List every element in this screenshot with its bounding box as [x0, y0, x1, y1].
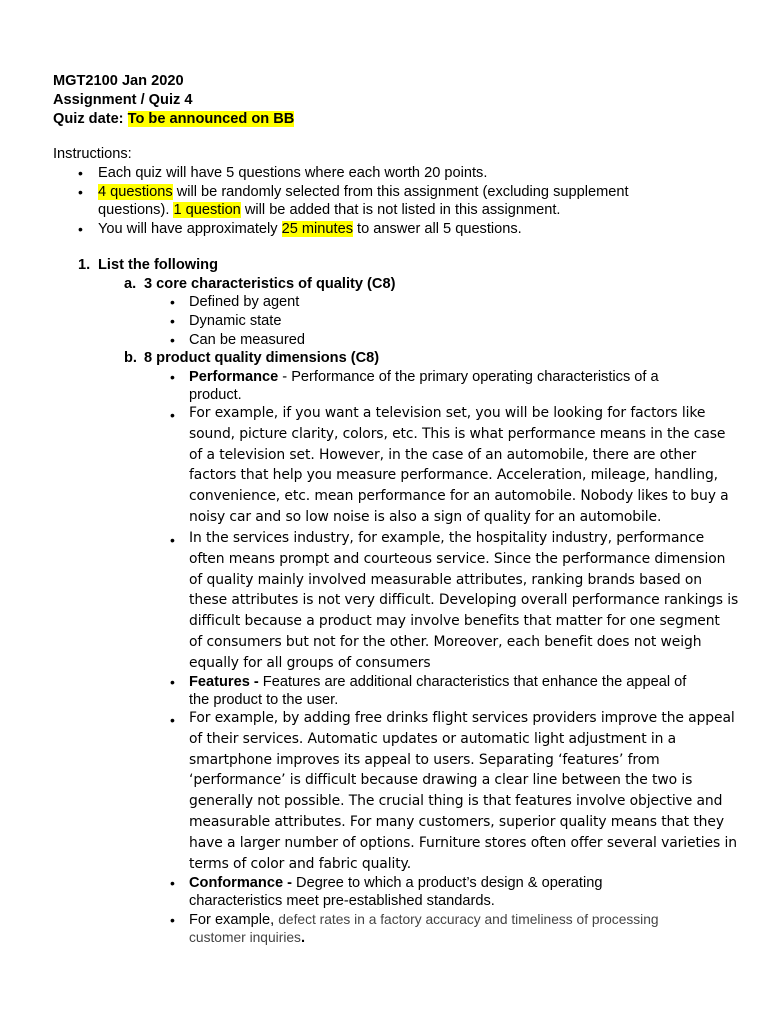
bullet-icon: •: [170, 674, 175, 690]
conformance-example-continued: [189, 929, 305, 947]
bullet-icon: •: [170, 912, 175, 928]
paragraph-line: measurable attributes. For many customers, superior quality means that they: [189, 813, 724, 830]
dimension-term: Features -: [189, 674, 259, 690]
paragraph-line: terms of color and fabric quality.: [189, 855, 412, 872]
instruction-text: to answer all 5 questions.: [353, 221, 522, 237]
highlight-text: 1 question: [173, 202, 241, 218]
instructions-title: Instructions:: [53, 146, 132, 162]
instruction-text: will be randomly selected from this assignment (excluding supplement: [172, 184, 629, 200]
bullet-icon: •: [78, 165, 83, 181]
paragraph-line: have a larger number of options. Furniture stores often offer several varieties in: [189, 834, 737, 851]
features-definition: [189, 673, 686, 691]
example-lead: For example,: [189, 912, 279, 928]
instruction-item: [98, 220, 522, 238]
paragraph-line: of consumers but not for the other. Moreover, each benefit does not weigh: [189, 633, 702, 650]
paragraph-line: For example, by adding free drinks flight services providers improve the appeal: [189, 710, 735, 726]
course-title: MGT2100 Jan 2020: [53, 73, 184, 89]
dimension-term: Conformance -: [189, 875, 292, 891]
bullet-icon: •: [78, 221, 83, 237]
performance-definition: [189, 368, 659, 386]
list-item: Dynamic state: [189, 313, 282, 329]
paragraph-line: of a television set. However, in the case of an automobile, there are other: [189, 446, 697, 463]
paragraph-line: difficult because a product may involve benefits that matter for one segment: [189, 613, 720, 630]
paragraph-line: In the services industry, for example, the hospitality industry, performance: [189, 530, 705, 546]
bullet-icon: •: [170, 369, 175, 385]
question-title: List the following: [98, 257, 218, 273]
bullet-icon: •: [78, 184, 83, 200]
quiz-date: [53, 110, 294, 128]
bullet-icon: •: [170, 875, 175, 891]
definition-text: Degree to which a product’s design & operating: [291, 875, 603, 891]
paragraph-line: of quality mainly involved measurable attributes, ranking brands based on: [189, 571, 702, 588]
assignment-title: Assignment / Quiz 4: [53, 92, 193, 108]
paragraph-line: noisy car and so low noise is also a sign of quality for an automobile.: [189, 508, 662, 525]
definition-text: characteristics meet pre-established standards.: [189, 893, 495, 909]
definition-text: - Performance of the primary operating characteristics of a: [278, 369, 659, 385]
bullet-icon: •: [170, 294, 175, 310]
paragraph-line: smartphone improves its appeal to users. Separating ‘features’ from: [189, 751, 660, 768]
paragraph-line: sound, picture clarity, colors, etc. This is what performance means in the case: [189, 425, 726, 442]
list-item: Defined by agent: [189, 294, 300, 310]
conformance-example: [189, 911, 659, 929]
features-example: [189, 708, 737, 874]
subquestion-label: a.: [124, 276, 137, 292]
example-text: customer inquiries: [189, 930, 301, 945]
paragraph-line: For example, if you want a television set, you will be looking for factors like: [189, 405, 706, 421]
instruction-item-continued: [98, 201, 560, 219]
question-number: 1.: [78, 257, 91, 273]
dimension-term: Performance: [189, 369, 279, 385]
bullet-icon: •: [170, 313, 175, 329]
paragraph-line: convenience, etc. mean performance for an automobile. Nobody likes to buy a: [189, 488, 729, 505]
bullet-icon: •: [170, 712, 175, 728]
paragraph-line: ‘performance’ is difficult because drawing a clear line between the two is: [189, 772, 693, 789]
subquestion-title: 3 core characteristics of quality (C8): [144, 276, 396, 292]
performance-example-1: [189, 403, 729, 528]
bullet-icon: •: [170, 332, 175, 348]
list-item: Can be measured: [189, 332, 306, 348]
paragraph-line: often means prompt and courteous service. Since the performance dimension: [189, 550, 726, 567]
instruction-text: You will have approximately: [98, 221, 282, 237]
quiz-date-value: To be announced on BB: [127, 111, 295, 127]
paragraph-line: equally for all groups of consumers: [189, 654, 431, 671]
performance-example-2: [189, 528, 738, 674]
bullet-icon: •: [170, 532, 175, 548]
highlight-text: 25 minutes: [281, 221, 353, 237]
definition-text: product.: [189, 387, 242, 403]
definition-text: Features are additional characteristics that enhance the appeal of: [258, 674, 687, 690]
instruction-item: [98, 183, 629, 201]
paragraph-line: factors that help you measure performance. Acceleration, mileage, handling,: [189, 467, 718, 484]
subquestion-label: b.: [124, 350, 137, 366]
subquestion-title: 8 product quality dimensions (C8): [144, 350, 380, 366]
quiz-date-label: Quiz date:: [53, 111, 124, 127]
paragraph-line: generally not possible. The crucial thing is that features involve objective and: [189, 793, 723, 810]
paragraph-line: these attributes is not very difficult. Developing overall performance rankings is: [189, 592, 739, 609]
highlight-text: 4 questions: [98, 184, 173, 200]
paragraph-line: of their services. Automatic updates or automatic light adjustment in a: [189, 730, 677, 747]
instruction-item: Each quiz will have 5 questions where each worth 20 points.: [98, 165, 488, 181]
bullet-icon: •: [170, 407, 175, 423]
instruction-text: questions).: [98, 202, 174, 218]
conformance-definition: [189, 874, 602, 892]
example-text: defect rates in a factory accuracy and timeliness of processing: [278, 912, 659, 927]
instruction-text: will be added that is not listed in this assignment.: [240, 202, 561, 218]
definition-text: the product to the user.: [189, 692, 339, 708]
example-end: .: [300, 930, 306, 946]
